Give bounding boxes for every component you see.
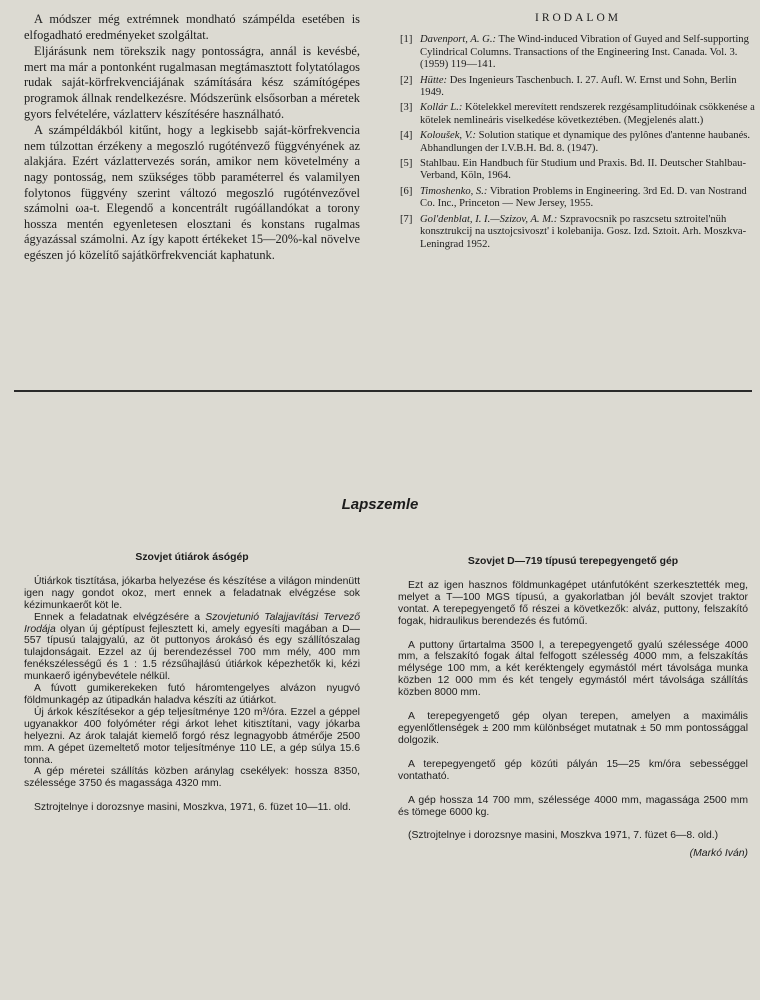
reference-item xyxy=(400,130,756,155)
reference-text xyxy=(420,186,756,211)
reference-number: [3] xyxy=(400,102,413,114)
reference-author: Hütte: xyxy=(420,74,448,86)
reference-item xyxy=(400,34,756,71)
reference-author: Koloušek, V.: xyxy=(420,130,477,142)
reference-author: Timoshenko, S.: xyxy=(420,185,488,197)
reference-item xyxy=(400,214,756,251)
reference-item xyxy=(400,102,756,127)
reference-text xyxy=(420,158,756,183)
article-grader xyxy=(398,556,748,860)
reference-author: Gol'denblat, I. I.—Szizov, A. M.: xyxy=(420,213,558,225)
article-paragraph: A puttony űrtartalma 3500 l, a terepegyengető gyalú szélessége 4000 mm, a felszakító fogak által felfogott szélesség 4000 mm, a felszakítás mélysége 100 mm, a két keréktengely egymástól mért távolsága munka közben 12 000 mm és két tengely egymástól mért távolsága szállítás közben 8000 mm. xyxy=(398,639,748,699)
article-paragraph xyxy=(24,612,360,683)
reference-number: [6] xyxy=(400,185,413,197)
reference-item xyxy=(400,75,756,100)
reference-body: Szpravocsnik po raszcsetu sztroitel'nüh konsztrukcij na usztojcsivoszt' i kolebanija. Gosz. Izd. Sztoit. Arh. Moszkva-Leningrad 1952. xyxy=(420,213,747,250)
article-paragraph: Útiárkok tisztítása, jókarba helyezése és készítése a világon mindenütt igen nagy gondot okoz, mert ennek a feladatnak elvégzése sok kézimunkaerőt köt le. xyxy=(24,575,360,611)
reference-author: Davenport, A. G.: xyxy=(420,34,497,46)
reference-text xyxy=(420,214,756,251)
article-paragraph: A gép méretei szállítás közben aránylag csekélyek: hossza 8350, szélessége 3750 és magassága 4320 mm. xyxy=(24,766,360,790)
intro-paragraph: A számpéldákból kitűnt, hogy a legkisebb saját-körfrekvencia nem túlzottan érzékeny a megoszló rugóténvező függvényének az alakjára. Ezért vázlattervezés során, amikor nem követelmény a nagy pontosság, nem szükséges több paraméterrel és valamilyen folytonos függvény szerint változó megoszló rugóténvezővel számolni ωa-t. Elegendő a koncentrált rugóállandókat a torony hossza mentén egyenletesen elosztani és konstans rugalmas ágyazással számolni. Az így kapott értékeket 15—20%-kal növelve egészen jó közelítő sajátkörfrekvenciát kaphatunk. xyxy=(24,123,360,262)
article-paragraph: Új árkok készítésekor a gép teljesítménye 120 m³/óra. Ezzel a géppel ugyanakkor 400 folyóméter régi árkot lehet kitisztítani, vagy jókarba helyezni. Az árok talaját kiemelő forgó rész legnagyobb átmérője 2500 mm. A gépet üzemeltető motor teljesítménye 110 LE, a gép súlya 15.6 tonna. xyxy=(24,706,360,766)
references-title: IRODALOM xyxy=(535,12,621,24)
paragraph-italic: Szovjetunió Talajjavítási Tervező Irodája xyxy=(24,611,360,635)
reference-text xyxy=(420,75,756,100)
article-paragraph: A fúvott gumikerekeken futó háromtengelyes alvázon nyugvó földmunkagép az útipadkán haladva készíti az útiárkot. xyxy=(24,683,360,706)
reference-body: Solution statique et dynamique des pylônes d'antenne haubanés. Abhandlungen der I.V.B.H. Bd. 8. (1947). xyxy=(420,130,751,154)
reference-text xyxy=(420,130,756,155)
reference-number: [7] xyxy=(400,213,413,225)
article-paragraph: Ezt az igen hasznos földmunkagépet utánfutóként szerkesztették meg, melyet a T—100 MGS típusú, a gyakorlatban jól bevált szovjet traktor vontat. A terepegyengető fő részei a következők: alváz, puttony, felszakító fogak, hidraulikus berendezés és futómű. xyxy=(398,579,748,627)
reference-number: [5] xyxy=(400,158,413,170)
reference-number: [2] xyxy=(400,74,413,86)
reference-text xyxy=(420,102,756,127)
paragraph-text: Ennek a feladatnak elvégzésére a xyxy=(34,611,206,623)
intro-paragraph: A módszer még extrémnek mondható számpélda esetében is elfogadható eredményeket szolgáltat. xyxy=(24,12,360,42)
article-title: Szovjet útiárok ásógép xyxy=(135,552,249,563)
reference-body: Des Ingenieurs Taschenbuch. I. 27. Aufl. W. Ernst und Sohn, Berlin 1949. xyxy=(420,74,737,99)
article-source: Sztrojtelnye i dorozsnye masini, Moszkva, 1971, 6. füzet 10—11. old. xyxy=(34,802,351,814)
reference-body: Kötelekkel merevített rendszerek rezgésamplitudóinak csökkenése a kötelek nemlineáris viselkedése következtében. (Megjelenés alatt.) xyxy=(420,102,755,126)
article-paragraph: A terepegyengető gép olyan terepen, amelyen a maximális egyenlőtlenségek ± 200 mm különbséget mutatnak ± 50 mm pontossággal dolgozik. xyxy=(398,711,748,746)
reference-body: The Wind-induced Vibration of Guyed and Self-supporting Cylindrical Columns. Transactions of the Engineering Inst. Canada. Vol. 3. (1959) 119—141. xyxy=(420,34,749,71)
reference-author: Kollár L.: xyxy=(420,102,463,114)
section-divider xyxy=(14,390,752,392)
article-paragraph: A terepegyengető gép közúti pályán 15—25 km/óra sebességgel vontatható. xyxy=(398,758,748,782)
reference-item xyxy=(400,186,756,211)
article-paragraph: A gép hossza 14 700 mm, szélessége 4000 mm, magassága 2500 mm és tömege 6000 kg. xyxy=(398,794,748,818)
reference-body: Stahlbau. Ein Handbuch für Studium und Praxis. Bd. II. Deutscher Stahlbau-Verband, Köln, 1964. xyxy=(420,158,747,182)
references-column xyxy=(400,12,756,254)
paragraph-text: olyan új géptípust fejlesztett ki, amely egyesíti magában a D—557 típusú talajgyalú, az öt puttonyos árokásó és egy szállítószalag tulajdonságait. Ezzel az új berendezéssel 700 mm mély, 400 mm fenékszélességű és 1 : 1.5 rézsűhajlású útiárkok képezhetők ki, kézi munkaerő igénybevétele nélkül. xyxy=(24,623,360,683)
article-signature: (Markó Iván) xyxy=(689,848,748,860)
reference-number: [4] xyxy=(400,130,413,142)
reference-item xyxy=(400,158,756,183)
reference-number: [1] xyxy=(400,34,413,46)
article-title: Szovjet D—719 típusú terepegyengető gép xyxy=(467,556,679,567)
section-title: Lapszemle xyxy=(341,496,419,513)
intro-paragraph: Eljárásunk nem törekszik nagy pontosságra, annál is kevésbé, mert ma már a pontonként rugalmasan megtámasztott folytatólagos rudak saját-körfrekvenciájának számítására kész számítógépes programok állnak rendelkezésre. Módszerünk elsősorban a méretek gyors felvételére, vázlatterv készítésére használható. xyxy=(24,44,360,121)
article-source: (Sztrojtelnye i dorozsnye masini, Moszkva 1971, 7. füzet 6—8. old.) xyxy=(408,830,719,842)
reference-body: Vibration Problems in Engineering. 3rd Ed. D. van Nostrand Co. Inc., Princeton — New Jersey, 1955. xyxy=(420,185,747,210)
intro-column xyxy=(24,12,360,265)
reference-text xyxy=(420,34,756,71)
article-excavator xyxy=(24,552,360,814)
